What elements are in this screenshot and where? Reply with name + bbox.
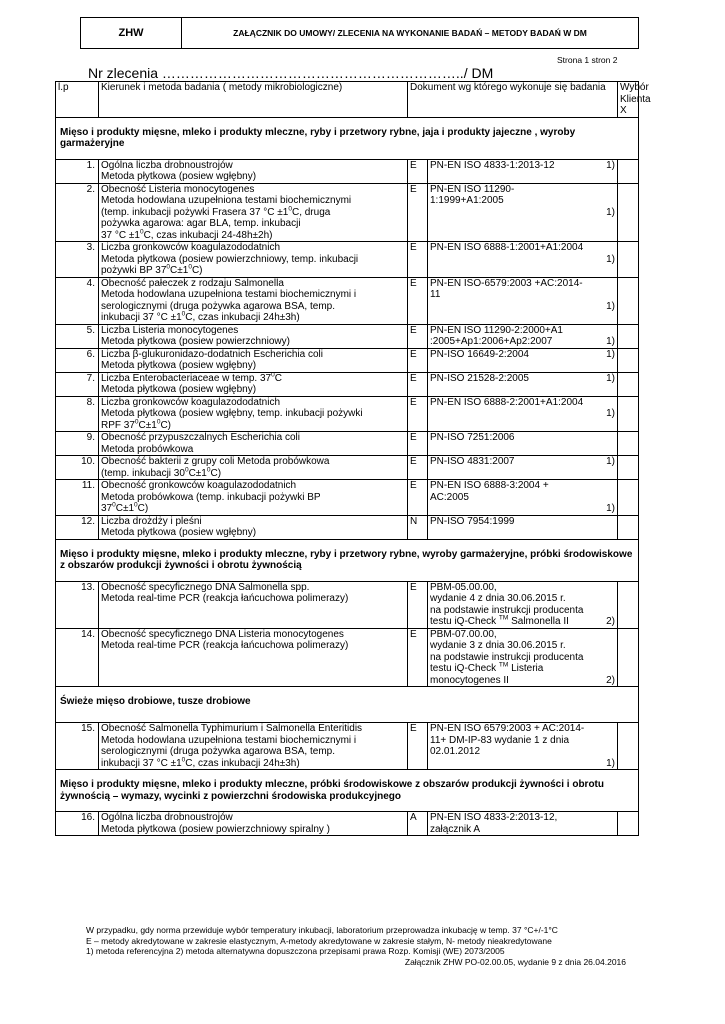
section-title: Mięso i produkty mięsne, mleko i produkty mleczne, próbki środowiskowe z obszarów produkcji żywności i obrotu żywnością – wymazy, wycinki z powierzchni środowiska produkcyjnego xyxy=(56,770,639,806)
header-lp: l.p xyxy=(56,82,99,118)
accreditation-code: E xyxy=(408,183,428,242)
order-number-field[interactable]: Nr zlecenia ………………………………………………………../ DM xyxy=(88,65,494,81)
standard-document: PN-EN ISO 11290-2:2000+A1 :2005+Ap1:2006+Ap2:2007 1) xyxy=(428,324,618,348)
section-title: Mięso i produkty mięsne, mleko i produkty mleczne, ryby i przetwory rybne, wyroby garmażeryjne, próbki środowiskowe z obszarów produkcji żywności i obrotu żywnością xyxy=(56,539,639,575)
accreditation-code: E xyxy=(408,456,428,480)
table-row xyxy=(56,480,639,516)
accreditation-code: E xyxy=(408,581,428,628)
accreditation-code: E xyxy=(408,396,428,432)
footer-notes xyxy=(86,925,626,967)
accreditation-code: E xyxy=(408,432,428,456)
table-row xyxy=(56,456,639,480)
method-description: Liczba Listeria monocytogenes Metoda płytkowa (posiew powierzchniowy) xyxy=(99,324,408,348)
standard-document: PN-EN ISO 6579:2003 + AC:2014- 11+ DM-IP-83 wydanie 1 z dnia 02.01.2012 1) xyxy=(428,723,618,770)
table-row xyxy=(56,324,639,348)
client-choice-checkbox[interactable] xyxy=(618,480,639,516)
accreditation-code: E xyxy=(408,242,428,278)
accreditation-code: E xyxy=(408,372,428,396)
row-number: 13. xyxy=(56,581,99,628)
section-title-row xyxy=(56,117,639,153)
table-row xyxy=(56,432,639,456)
standard-document: PBM-05.00.00, wydanie 4 z dnia 30.06.2015 r. na podstawie instrukcji producenta testu iQ-Check ™ Salmonella II 2) xyxy=(428,581,618,628)
row-number: 16. xyxy=(56,812,99,836)
table-row xyxy=(56,812,639,836)
method-description: Obecność specyficznego DNA Salmonella spp. Metoda real-time PCR (reakcja łańcuchowa polimerazy) xyxy=(99,581,408,628)
table-row xyxy=(56,183,639,242)
client-choice-checkbox[interactable] xyxy=(618,348,639,372)
header-document: Dokument wg którego wykonuje się badania xyxy=(408,82,618,118)
table-row xyxy=(56,723,639,770)
standard-document: PN-EN ISO 6888-3:2004 + AC:2005 1) xyxy=(428,480,618,516)
row-number: 3. xyxy=(56,242,99,278)
method-description: Obecność bakterii z grupy coli Metoda probówkowa (temp. inkubacji $30^0C\pm 1^0C$) xyxy=(99,456,408,480)
client-choice-checkbox[interactable] xyxy=(618,183,639,242)
standard-document: PN-EN ISO 6888-2:2001+A1:2004 1) xyxy=(428,396,618,432)
row-number: 12. xyxy=(56,515,99,539)
standard-document: PN-ISO 16649-2:2004 1) xyxy=(428,348,618,372)
row-number: 4. xyxy=(56,277,99,324)
table-row xyxy=(56,348,639,372)
section-title-row xyxy=(56,770,639,806)
standard-document: PN-ISO 21528-2:2005 1) xyxy=(428,372,618,396)
table-row xyxy=(56,396,639,432)
footer-line-temperature: W przypadku, gdy norma przewiduje wybór temperatury inkubacji, laboratorium przeprowadza inkubację w temp. 37 °C+/-1°C xyxy=(86,925,558,935)
standard-document: PN-ISO 4831:2007 1) xyxy=(428,456,618,480)
client-choice-checkbox[interactable] xyxy=(618,324,639,348)
method-description: Liczba β-glukuronidazo-dodatnich Escherichia coli Metoda płytkowa (posiew wgłębny) xyxy=(99,348,408,372)
table-row xyxy=(56,372,639,396)
page-number: Strona 1 stron 2 xyxy=(557,55,618,65)
header-direction: Kierunek i metoda badania ( metody mikrobiologiczne) xyxy=(99,82,408,118)
document-header xyxy=(80,17,639,49)
accreditation-code: E xyxy=(408,159,428,183)
standard-document: PN-EN ISO 4833-1:2013-12 1) xyxy=(428,159,618,183)
section-title-row xyxy=(56,539,639,575)
client-choice-checkbox[interactable] xyxy=(618,159,639,183)
table-row xyxy=(56,581,639,628)
method-description: Liczba gronkowców koagulazododatnich Metoda płytkowa (posiew powierzchniowy, temp. inkubacji pożywki BP $37^0C\pm 1^0C$) xyxy=(99,242,408,278)
row-number: 15. xyxy=(56,723,99,770)
client-choice-checkbox[interactable] xyxy=(618,396,639,432)
client-choice-checkbox[interactable] xyxy=(618,723,639,770)
method-description: Obecność przypuszczalnych Escherichia coli Metoda probówkowa xyxy=(99,432,408,456)
footer-line-references: 1) metoda referencyjna 2) metoda alternatywna dopuszczona przepisami prawa Rozp. Komisji (WE) 2073/2005 xyxy=(86,946,505,956)
method-description: Obecność gronkowców koagulazododatnich Metoda probówkowa (temp. inkubacji pożywki BP $37^0C\pm 1^0C$) xyxy=(99,480,408,516)
standard-document: PBM-07.00.00, wydanie 3 z dnia 30.06.2015 r. na podstawie instrukcji producenta testu iQ-Check ™ Listeria monocytogenes II 2) xyxy=(428,628,618,687)
standard-document: PN-EN ISO 11290- 1:1999+A1:2005 1) xyxy=(428,183,618,242)
section-title: Mięso i produkty mięsne, mleko i produkty mleczne, ryby i przetwory rybne, jaja i produkty jajeczne , wyroby garmażeryjne xyxy=(56,117,639,153)
row-number: 7. xyxy=(56,372,99,396)
method-description: Obecność Salmonella Typhimurium i Salmonella Enteritidis Metoda hodowlana uzupełniona testami biochemicznymi i serologicznymi (druga pożywka agarowa BSA, temp. inkubacji 37 $^\circ C \pm 1^0C$, czas inkubacji 24h±3h) xyxy=(99,723,408,770)
section-title: Świeże mięso drobiowe, tusze drobiowe xyxy=(56,687,639,713)
client-choice-checkbox[interactable] xyxy=(618,242,639,278)
client-choice-checkbox[interactable] xyxy=(618,628,639,687)
accreditation-code: E xyxy=(408,348,428,372)
row-number: 1. xyxy=(56,159,99,183)
row-number: 9. xyxy=(56,432,99,456)
client-choice-checkbox[interactable] xyxy=(618,372,639,396)
row-number: 2. xyxy=(56,183,99,242)
method-description: Liczba Enterobacteriaceae w temp. $37^0C$ Metoda płytkowa (posiew wgłębny) xyxy=(99,372,408,396)
header-choice: Wybór Klienta X xyxy=(618,82,639,118)
accreditation-code: N xyxy=(408,515,428,539)
row-number: 8. xyxy=(56,396,99,432)
footer-line-form-id: Załącznik ZHW PO-02.00.05, wydanie 9 z dnia 26.04.2016 xyxy=(404,956,626,967)
standard-document: PN-ISO 7251:2006 xyxy=(428,432,618,456)
methods-table xyxy=(55,81,651,836)
accreditation-code: A xyxy=(408,812,428,836)
row-number: 6. xyxy=(56,348,99,372)
standard-document: PN-ISO 7954:1999 xyxy=(428,515,618,539)
method-description: Ogólna liczba drobnoustrojów Metoda płytkowa (posiew powierzchniowy spiralny ) xyxy=(99,812,408,836)
accreditation-code: E xyxy=(408,277,428,324)
accreditation-code: E xyxy=(408,628,428,687)
client-choice-checkbox[interactable] xyxy=(618,277,639,324)
footer-line-legend: E – metody akredytowane w zakresie elastycznym, A-metody akredytowane w zakresie stałym, N- metody nieakredytowane xyxy=(86,935,552,946)
section-title-row xyxy=(56,687,639,713)
accreditation-code: E xyxy=(408,324,428,348)
table-row xyxy=(56,242,639,278)
accreditation-code: E xyxy=(408,480,428,516)
standard-document: PN-EN ISO 4833-2:2013-12, załącznik A xyxy=(428,812,618,836)
accreditation-code: E xyxy=(408,723,428,770)
method-description: Obecność pałeczek z rodzaju Salmonella Metoda hodowlana uzupełniona testami biochemicznymi i serologicznymi (druga pożywka agarowa BSA, temp. inkubacji 37 $^\circ C \pm 1^0C$, czas inkubacji 24h±3h) xyxy=(99,277,408,324)
method-description: Ogólna liczba drobnoustrojów Metoda płytkowa (posiew wgłębny) xyxy=(99,159,408,183)
method-description: Liczba gronkowców koagulazododatnich Metoda płytkowa (posiew wgłębny, temp. inkubacji pożywki RPF $37^0C\pm 1^0C$) xyxy=(99,396,408,432)
method-description: Obecność specyficznego DNA Listeria monocytogenes Metoda real-time PCR (reakcja łańcuchowa polimerazy) xyxy=(99,628,408,687)
table-row xyxy=(56,277,639,324)
table-header-row xyxy=(56,82,639,118)
row-number: 14. xyxy=(56,628,99,687)
client-choice-checkbox[interactable] xyxy=(618,456,639,480)
row-number: 11. xyxy=(56,480,99,516)
standard-document: PN-EN ISO-6579:2003 +AC:2014- 11 1) xyxy=(428,277,618,324)
row-number: 10. xyxy=(56,456,99,480)
method-description: Obecność Listeria monocytogenes Metoda hodowlana uzupełniona testami biochemicznymi (temp. inkubacji pożywki Frasera 37 $^\circ C \pm 1^0C$, druga pożywka agarowa: agar BLA, temp. inkubacji 37 $^\circ C \pm 1^0C$, czas inkubacji 24-48h±2h) xyxy=(99,183,408,242)
table-row xyxy=(56,628,639,687)
method-description: Liczba drożdży i pleśni Metoda płytkowa (posiew wgłębny) xyxy=(99,515,408,539)
standard-document: PN-EN ISO 6888-1:2001+A1:2004 1) xyxy=(428,242,618,278)
row-number: 5. xyxy=(56,324,99,348)
client-choice-checkbox[interactable] xyxy=(618,515,639,539)
document-title: ZAŁĄCZNIK DO UMOWY/ ZLECENIA NA WYKONANIE BADAŃ – METODY BADAŃ W DM xyxy=(233,28,587,38)
form-code: ZHW xyxy=(81,18,182,48)
client-choice-checkbox[interactable] xyxy=(618,581,639,628)
table-row xyxy=(56,159,639,183)
client-choice-checkbox[interactable] xyxy=(618,432,639,456)
table-row xyxy=(56,515,639,539)
client-choice-checkbox[interactable] xyxy=(618,812,639,836)
